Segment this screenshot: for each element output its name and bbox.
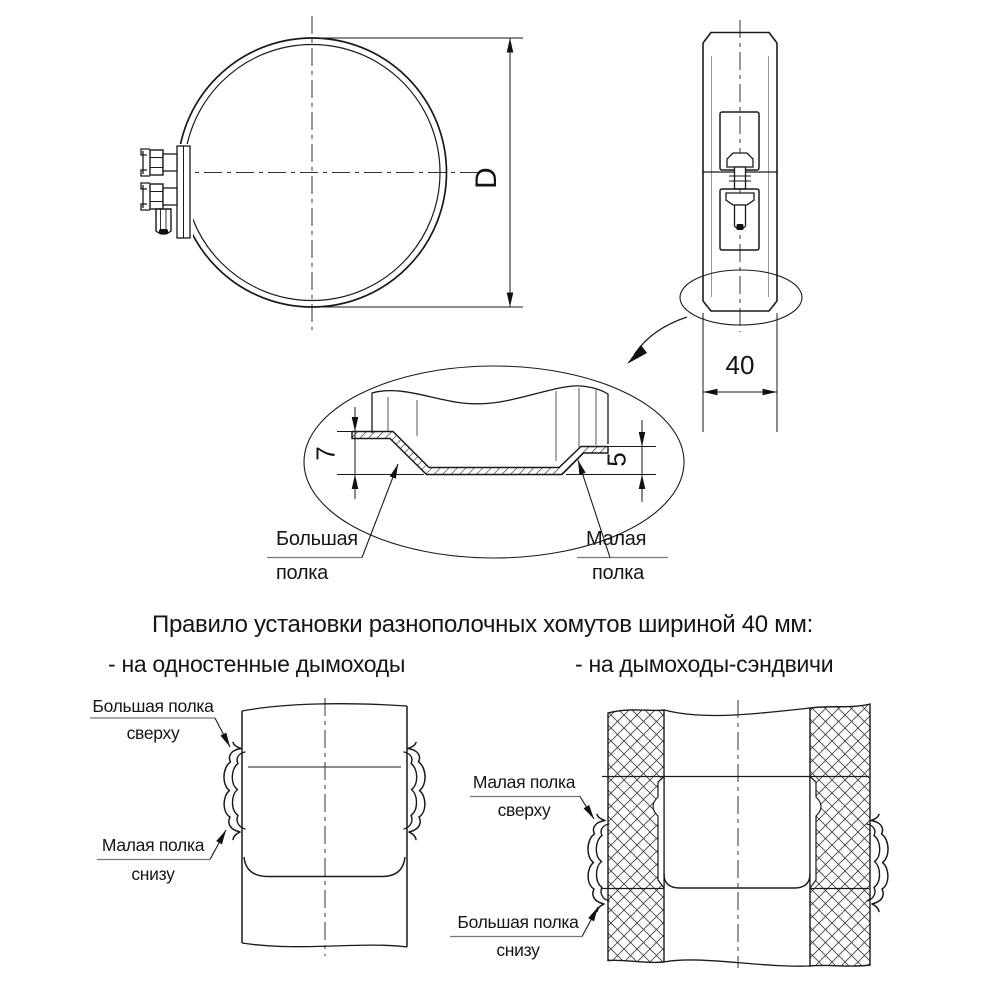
big-flange-bottom-leader (582, 907, 598, 937)
sw-bottom-label-line2: снизу (131, 864, 175, 884)
detail-callout-arrowhead (627, 345, 647, 364)
sandwich-top-label-line1: Малая полка (472, 772, 576, 792)
page-title: Правило установки разнополочных хомутов шириной 40 мм: (152, 611, 813, 638)
clamp-front-view (139, 16, 523, 330)
single-wall-variant-label: - на одностенные дымоходы (108, 651, 406, 677)
detail-callout-ellipse (680, 270, 802, 325)
small-flange-dimension-label: 5 (601, 452, 632, 467)
insulation-wall-right (810, 704, 870, 966)
inner-pipe-bottom-break (664, 960, 810, 966)
big-flange-label-line2: полка (276, 562, 328, 584)
big-flange-label-line1: Большая (276, 528, 358, 550)
band-cross-section (352, 432, 608, 475)
insulation-wall-left (608, 710, 664, 963)
sandwich-variant-label: - на дымоходы-сэндвичи (575, 651, 834, 677)
big-flange-top-leader (215, 718, 230, 747)
inner-pipe-top-break (664, 708, 810, 716)
clamp-bottom-rim (664, 874, 810, 888)
big-flange-dimension-label: 7 (310, 446, 341, 461)
diameter-dimension-label: D (470, 167, 503, 189)
width-dimension-label: 40 (725, 350, 755, 380)
sw-top-label-line2: сверху (126, 723, 180, 743)
small-flange-top-leader (580, 797, 594, 820)
clamp-bolt-assembly (139, 144, 193, 241)
clamp-profile-left (588, 815, 609, 912)
sandwich-bottom-label-line2: снизу (496, 940, 540, 960)
sandwich-top-label-line2: сверху (497, 800, 551, 820)
sandwich-bottom-label-line1: Большая полка (457, 912, 579, 932)
small-flange-label-line2: полка (592, 562, 644, 584)
sw-top-label-line1: Большая полка (92, 696, 214, 716)
band-surface (372, 386, 608, 444)
small-flange-label-line1: Малая (586, 528, 647, 550)
sw-bottom-label-line1: Малая полка (101, 835, 205, 855)
